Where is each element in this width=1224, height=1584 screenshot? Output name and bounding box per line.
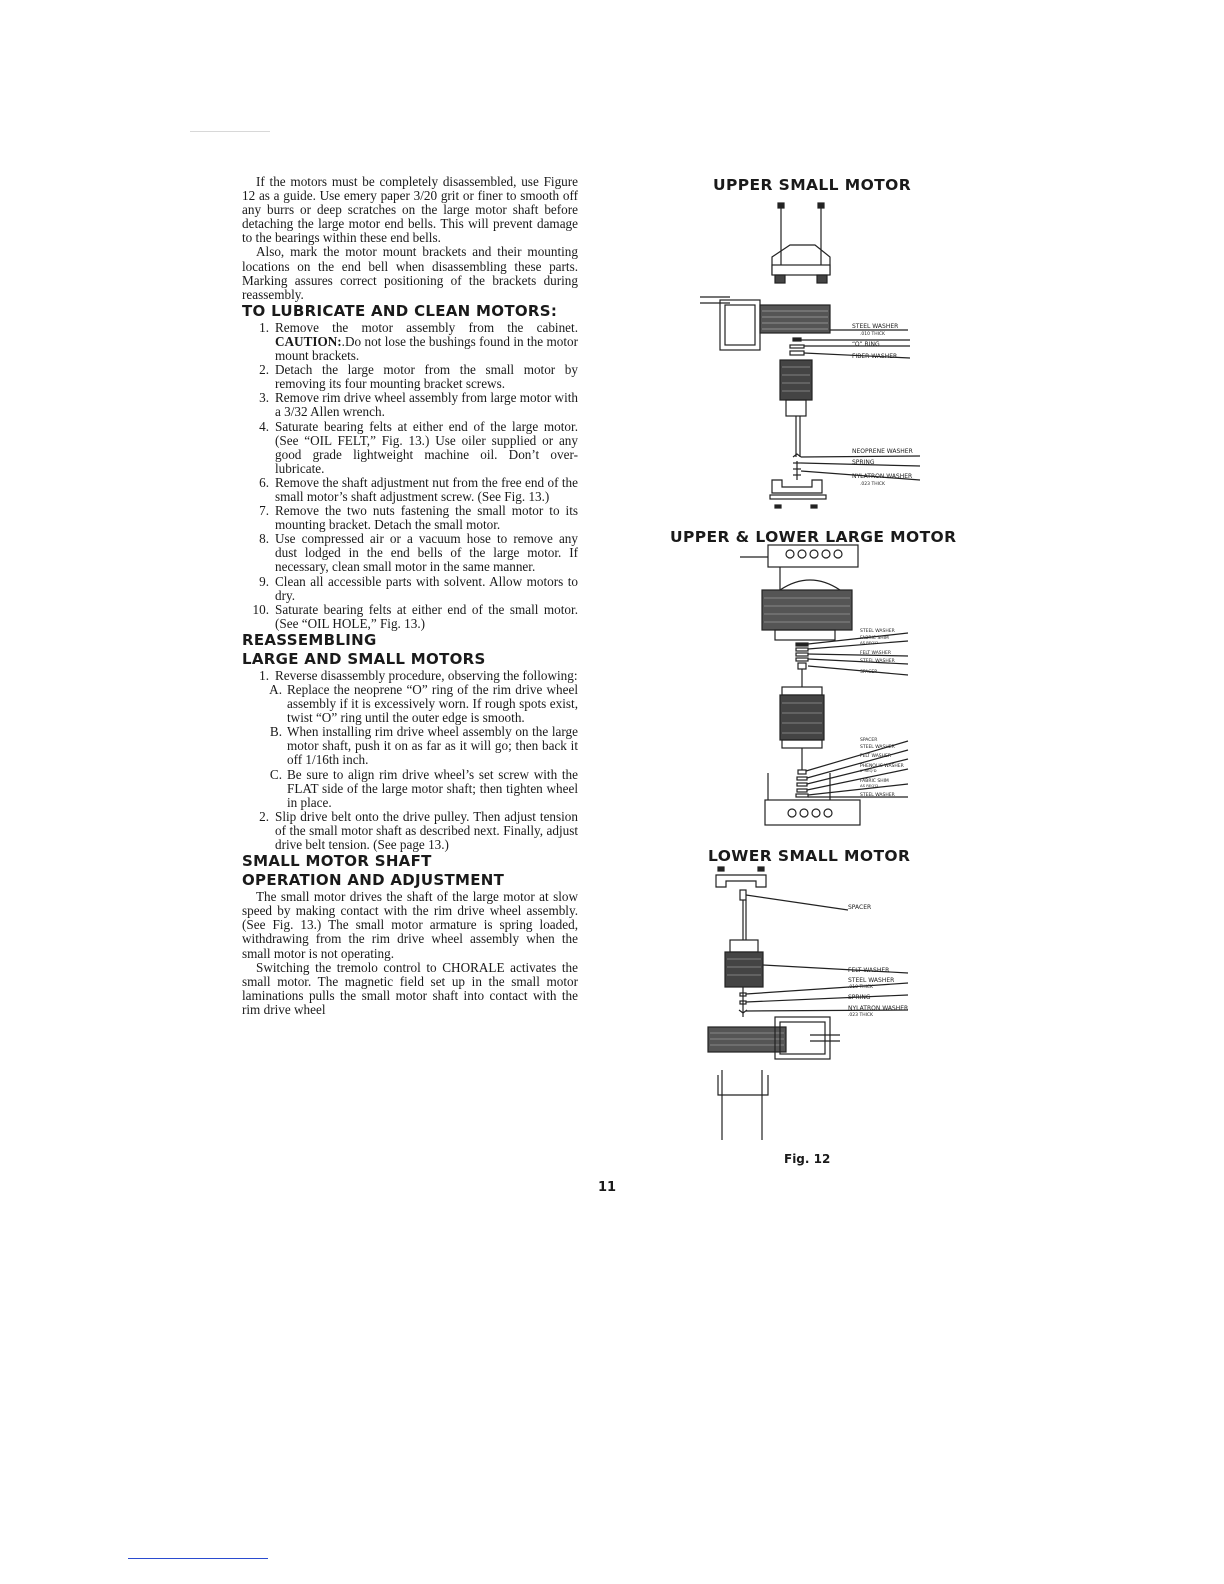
label-steel-washer: STEEL WASHER <box>860 793 895 798</box>
step-text: Remove the two nuts fastening the small motor to its mounting bracket. Detach the small motor. <box>275 503 578 533</box>
label-steel-washer: STEEL WASHER <box>848 977 895 984</box>
lubricate-step <box>242 504 578 532</box>
label-note: AS REQ'D <box>860 783 879 788</box>
small-motor-paragraph-2: Switching the tremolo control to CHORALE activates the small motor. The magnetic field set up in the small motor laminations pulls the small motor shaft into contact with the rim drive wheel <box>242 959 578 1017</box>
step-text: Clean all accessible parts with solvent. Allow motors to dry. <box>275 573 578 603</box>
page-number: 11 <box>598 1180 617 1195</box>
label-spacer: SPACER <box>848 904 872 911</box>
label-felt-washer: FELT WASHER <box>848 967 890 974</box>
step-number: 8. <box>259 531 269 547</box>
label-nylatron-washer: NYLATRON WASHER <box>848 1005 909 1012</box>
label-note: IF REQ'D <box>860 768 877 773</box>
lubricate-step <box>242 603 578 631</box>
reassembling-steps-cont <box>242 810 578 852</box>
step-text: Remove the motor assembly from the cabinet. <box>275 319 578 335</box>
label-note: AS REQ'D <box>860 640 879 645</box>
small-motor-paragraph-1: The small motor drives the shaft of the large motor at slow speed by making contact with the rim drive wheel assembly. (See Fig. 13.) The small motor armature is spring loaded, withdrawing from the rim drive wheel assembly when the small motor is not operating. <box>242 889 578 961</box>
label-steel-washer: STEEL WASHER <box>860 659 895 664</box>
label-fiber-washer: FIBER WASHER <box>852 353 898 360</box>
lower-small-motor-labels <box>848 904 908 1018</box>
step-text: Use compressed air or a vacuum hose to remove any dust lodged in the end bells of the large motor. If necessary, clean small motor in the same manner. <box>275 531 578 575</box>
bottom-rule <box>128 1558 268 1559</box>
label-spacer: SPACER <box>860 670 878 675</box>
reassembling-subheading: LARGE AND SMALL MOTORS <box>242 649 486 668</box>
reassembling-steps <box>242 669 578 683</box>
step-text: Saturate bearing felts at either end of the small motor. (See “OIL HOLE,” Fig. 13.) <box>275 601 578 631</box>
caution-text: .Do not lose the bushings found in the motor mount brackets. <box>275 333 578 364</box>
lower-small-motor-drawing <box>708 867 908 1140</box>
label-thickness: .023 THICK <box>848 1013 874 1018</box>
figure-caption: Fig. 12 <box>784 1152 831 1166</box>
upper-small-motor-title: UPPER SMALL MOTOR <box>713 176 912 194</box>
step-number: 4. <box>259 418 269 434</box>
upper-small-motor-labels <box>852 323 913 487</box>
step-number: 9. <box>259 573 269 589</box>
label-fabric-shim: FABRIC SHIM <box>860 636 889 641</box>
reassembling-substep <box>242 683 578 725</box>
step-number: 10. <box>252 601 269 617</box>
substep-letter: A. <box>269 682 282 697</box>
reassembling-step <box>242 810 578 852</box>
label-spring: SPRING <box>852 459 875 466</box>
lower-small-motor-title: LOWER SMALL MOTOR <box>708 847 911 865</box>
reassembling-heading: REASSEMBLING <box>242 630 377 649</box>
step-number: 7. <box>259 503 269 519</box>
label-spring: SPRING <box>848 994 871 1001</box>
substep-text: Replace the neoprene “O” ring of the rim drive wheel assembly if it is excessively worn. If rough spots exist, twist “O” ring until the outer edge is smooth. <box>287 682 578 726</box>
caution-label: CAUTION: <box>275 333 342 349</box>
intro-paragraph-1: If the motors must be completely disassembled, use Figure 12 as a guide. Use emery paper 3/20 grit or finer to smooth off any burrs or deep scratches on the large motor shaft before detaching the large motor end bells. This will prevent damage to the bearings within these end bells. <box>242 174 578 246</box>
substep-text: Be sure to align rim drive wheel’s set screw with the FLAT side of the large motor shaft; then tighten wheel in place. <box>287 766 578 810</box>
reassembling-substep <box>242 725 578 767</box>
step-number: 1. <box>259 667 269 683</box>
exploded-motor-diagram <box>680 195 940 1155</box>
reassembling-substep <box>242 768 578 810</box>
label-steel-washer: STEEL WASHER <box>860 629 895 634</box>
small-motor-subheading: OPERATION AND ADJUSTMENT <box>242 871 505 890</box>
lubricate-step <box>242 575 578 603</box>
label-steel-washer: STEEL WASHER <box>860 745 895 750</box>
label-o-ring: “O” RING <box>852 341 880 348</box>
label-felt-washer: FELT WASHER <box>860 754 891 759</box>
step-text: Saturate bearing felts at either end of the large motor. (See “OIL FELT,” Fig. 13.) Use oiler supplied or any good grade lightweight machine oil. Don’t over-lubricate. <box>275 418 578 476</box>
label-neoprene-washer: NEOPRENE WASHER <box>852 448 913 455</box>
label-fabric-shim: FABRIC SHIM <box>860 779 889 784</box>
step-text: Slip drive belt onto the drive pulley. Then adjust tension of the small motor shaft as described next. Finally, adjust drive belt tension. (See page 13.) <box>275 808 578 853</box>
label-nylatron-washer: NYLATRON WASHER <box>852 473 913 480</box>
label-felt-washer: FELT WASHER <box>860 651 891 656</box>
reassembling-substeps <box>242 683 578 810</box>
step-number: 1. <box>259 319 269 335</box>
intro-paragraph-2: Also, mark the motor mount brackets and their mounting locations on the end bell when disassembling these parts. Marking assures correct positioning of the brackets during reassembly. <box>242 244 578 302</box>
label-spacer: SPACER <box>860 738 878 743</box>
step-number: 2. <box>259 362 269 378</box>
instructions-column <box>242 175 578 1017</box>
step-number: 3. <box>259 390 269 406</box>
lubricate-step <box>242 476 578 504</box>
top-rule <box>190 131 270 132</box>
small-motor-heading: SMALL MOTOR SHAFT <box>242 852 432 871</box>
label-thickness: .010 THICK <box>848 985 874 990</box>
lubricate-step <box>242 321 578 363</box>
upper-lower-large-motor-title: UPPER & LOWER LARGE MOTOR <box>670 528 957 546</box>
step-number: 2. <box>259 808 269 824</box>
step-text: Remove rim drive wheel assembly from large motor with a 3/32 Allen wrench. <box>275 390 578 420</box>
label-thickness: .023 THICK <box>860 482 886 487</box>
large-motor-labels <box>860 628 904 798</box>
label-steel-washer: STEEL WASHER <box>852 323 899 330</box>
lubricate-step <box>242 420 578 476</box>
step-text: Remove the shaft adjustment nut from the free end of the small motor’s shaft adjustment screw. (See Fig. 13.) <box>275 474 578 504</box>
lubricate-step <box>242 532 578 574</box>
lubricate-steps <box>242 321 578 631</box>
step-number: 6. <box>259 474 269 490</box>
reassembling-step <box>242 669 578 683</box>
step-text: Detach the large motor from the small motor by removing its four mounting bracket screws. <box>275 362 578 392</box>
substep-letter: C. <box>269 766 282 782</box>
lubricate-heading: TO LUBRICATE AND CLEAN MOTORS: <box>242 301 558 320</box>
lubricate-step <box>242 363 578 391</box>
step-text: Reverse disassembly procedure, observing the following: <box>275 667 578 683</box>
label-thickness: .010 THICK <box>860 332 886 337</box>
lubricate-step <box>242 391 578 419</box>
substep-text: When installing rim drive wheel assembly on the large motor shaft, push it on as far as it will go; then back it off 1/16th inch. <box>287 724 578 768</box>
substep-letter: B. <box>269 724 282 740</box>
label-phenolic-washer: PHENOLIC WASHER <box>860 764 904 769</box>
